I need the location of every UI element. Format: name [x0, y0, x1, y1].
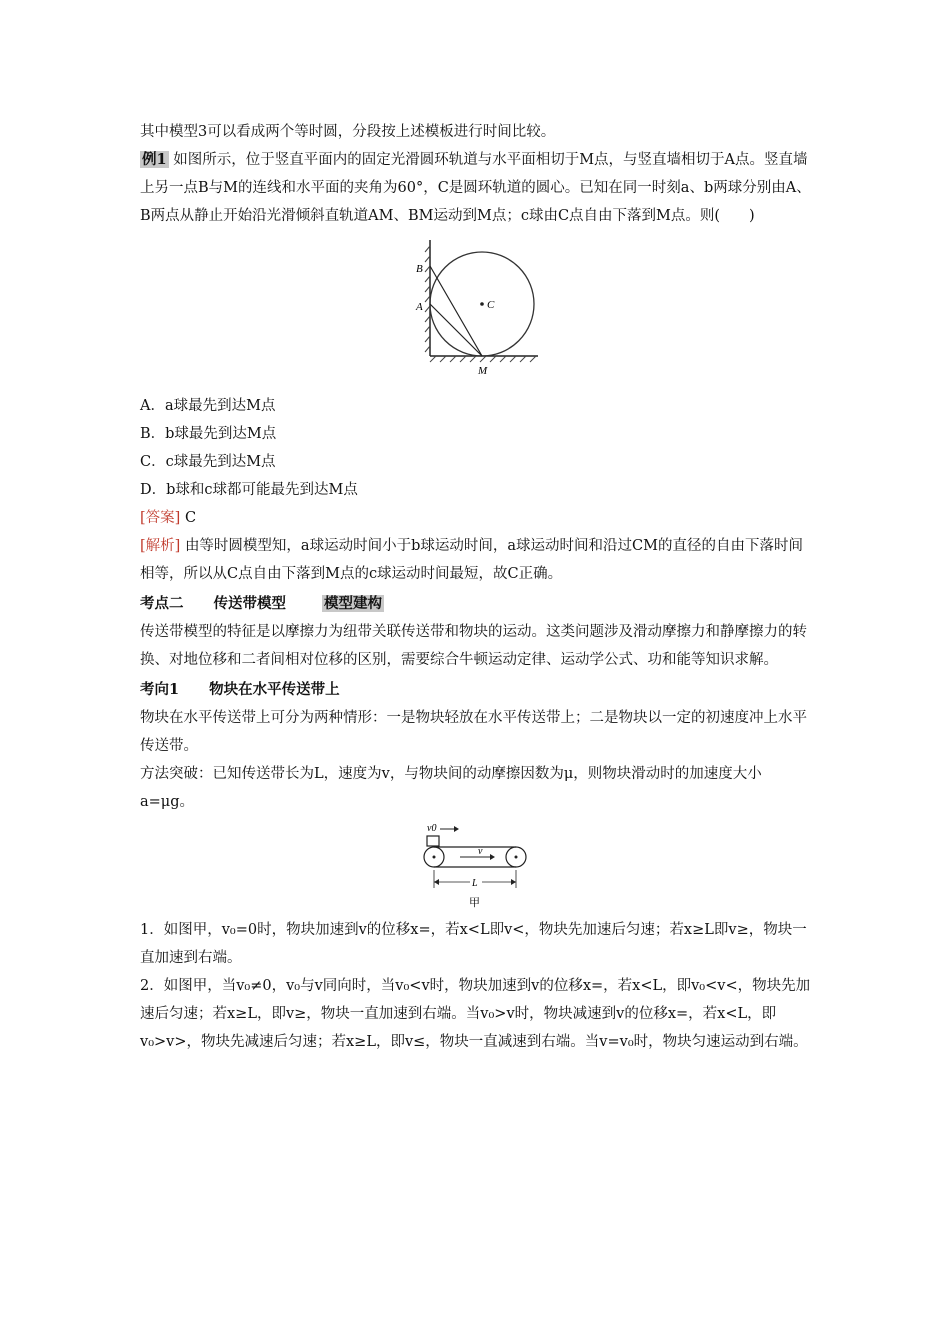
analysis-label: [解析]: [140, 538, 181, 554]
label-b: B: [416, 263, 423, 275]
section-name: 传送带模型: [213, 595, 286, 612]
v-arrowhead: [490, 854, 495, 860]
label-v: v: [478, 846, 483, 857]
section-number: 考点二: [140, 595, 184, 612]
answer-value: C: [184, 510, 197, 526]
item-2: 2．如图甲，当v₀≠0，v₀与v同向时，当v₀<v时，物块加速到v的位移x=，若x<L，即v₀<v<，物块先加速后匀速；若x≥L，即v≥，物块一直加速到右端。当v₀>v时，物块减速到v的位移x=，若x<L，即v₀>v>，物块先减速后匀速；若x≥L，即v≤，物块一直减速到右端。当v=v₀时，物块匀速运动到右端。: [140, 978, 811, 1050]
circle-track-figure: [140, 236, 812, 386]
section-tag: 模型建构: [324, 595, 382, 612]
section-heading: [140, 590, 812, 618]
option-d: D．b球和c球都可能最先到达M点: [140, 482, 358, 498]
conveyor-belt-figure: [140, 822, 812, 910]
figure-caption: 甲: [469, 896, 480, 909]
ground-hatch: [430, 356, 536, 362]
direction-number: 考向1: [140, 681, 180, 698]
answer-line: [140, 504, 812, 532]
section-intro: 传送带模型的特征是以摩擦力为纽带关联传送带和物块的运动。这类问题涉及滑动摩擦力和静摩擦力的转换、对地位移和二者间相对位移的区别，需要综合牛顿运动定律、运动学公式、功和能等知识求解。: [140, 624, 807, 668]
option-c: C．c球最先到达M点: [140, 454, 276, 470]
example-1: [140, 146, 812, 230]
label-m: M: [478, 365, 488, 377]
label-v0: v0: [427, 823, 437, 834]
item-1: 1．如图甲，v₀=0时，物块加速到v的位移x=，若x<L即v<，物块先加速后匀速；若x≥L即v≥，物块一直加速到右端。: [140, 922, 807, 966]
direction-heading: [140, 676, 812, 704]
method-text: 方法突破：已知传送带长为L，速度为v，与物块间的动摩擦因数为μ，则物块滑动时的加速度大小a=μg。: [140, 766, 762, 810]
option-b: B．b球最先到达M点: [140, 426, 277, 442]
label-l: L: [472, 878, 478, 889]
analysis-paragraph: [140, 532, 812, 588]
example-stem: 如图所示，位于竖直平面内的固定光滑圆环轨道与水平面相切于M点，与竖直墙相切于A点。竖直墙上另一点B与M的连线和水平面的夹角为60°，C是圆环轨道的圆心。已知在同一时刻a、b两球分别由A、B两点从静止开始沿光滑倾斜直轨道AM、BM运动到M点；c球由C点自由下落到M点。则( ): [140, 152, 811, 224]
v0-arrowhead: [454, 826, 459, 832]
label-a: A: [416, 301, 423, 313]
block: [427, 836, 439, 846]
page-content: [140, 118, 812, 1056]
analysis-text: 由等时圆模型知，a球运动时间小于b球运动时间，a球运动时间和沿过CM的直径的自由下落时间相等，所以从C点自由下落到M点的c球运动时间最短，故C正确。: [140, 538, 803, 582]
direction-name: 物块在水平传送带上: [209, 681, 340, 698]
direction-text: 物块在水平传送带上可分为两种情形：一是物块轻放在水平传送带上；二是物块以一定的初速度冲上水平传送带。: [140, 710, 807, 754]
center-point-c: [480, 302, 484, 306]
answer-label: [答案]: [140, 510, 181, 526]
label-c: C: [487, 299, 495, 311]
example-label: 例1: [142, 151, 167, 168]
intro-paragraph: 其中模型3可以看成两个等时圆，分段按上述模板进行时间比较。: [140, 124, 556, 140]
option-a: A．a球最先到达M点: [140, 398, 276, 414]
